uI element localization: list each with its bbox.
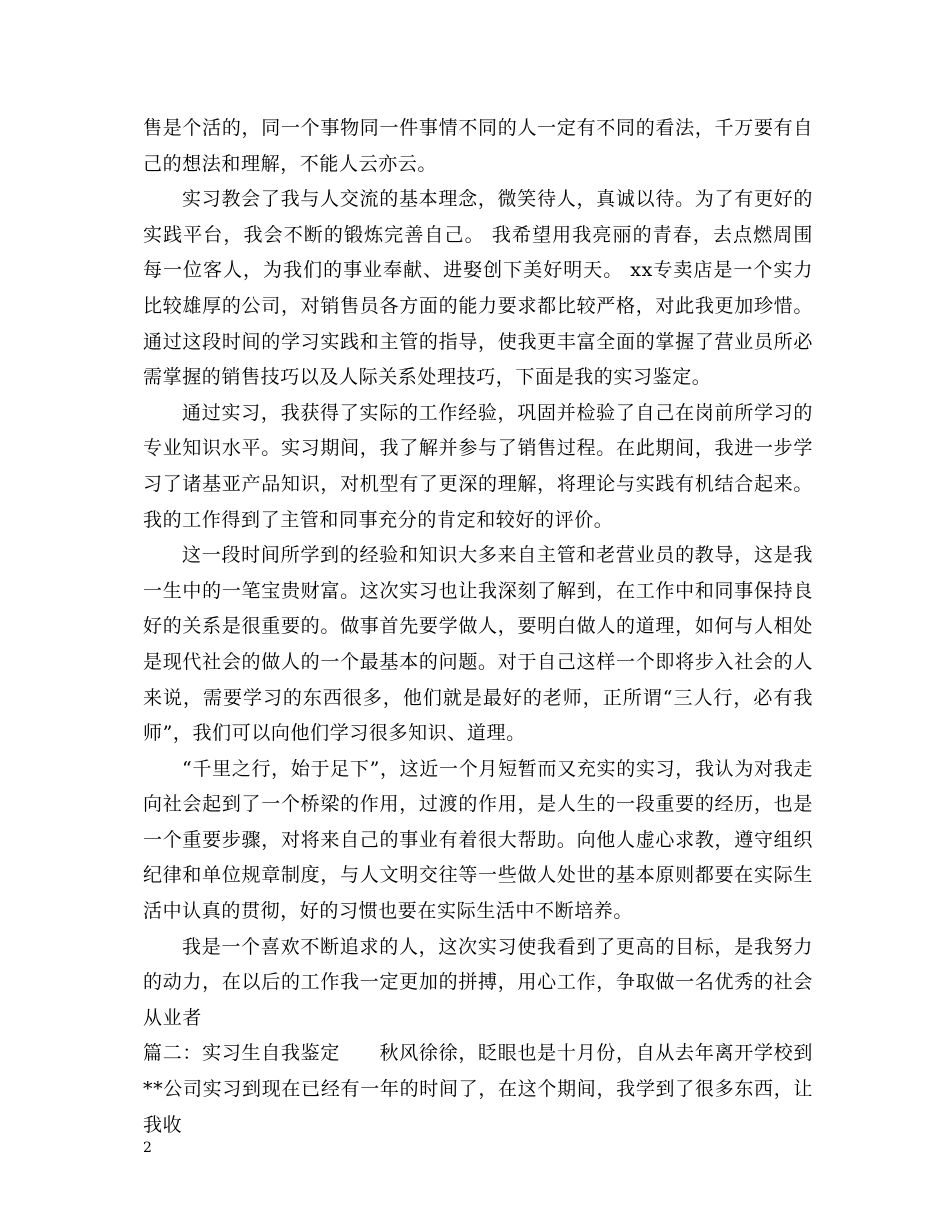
paragraph-7: 篇二：实习生自我鉴定 秋风徐徐，眨眼也是十月份，自从去年离开学校到**公司实习到现在已经有一年的时间了，在这个期间，我学到了很多东西，让我收 <box>143 1042 813 1136</box>
page-number: 2 <box>143 1140 152 1156</box>
paragraph-5: “千里之行，始于足下”，这近一个月短暂而又充实的实习，我认为对我走向社会起到了一个桥梁的作用，过渡的作用，是人生的一段重要的经历，也是一个重要步骤，对将来自己的事业有着很大帮助。向他人虚心求教，遵守组织纪律和单位规章制度，与人文明交往等一些做人处世的基本原则都要在实际生活中认真的贯彻，好的习惯也要在实际生活中不断培养。 <box>143 757 813 923</box>
document-body <box>143 111 813 1143</box>
paragraph-2: 实习教会了我与人交流的基本理念，微笑待人，真诚以待。为了有更好的实践平台，我会不断的锻炼完善自己。 我希望用我亮丽的青春，去点燃周围每一位客人，为我们的事业奉献、进娶创下美好明天。 xx专卖店是一个实力比较雄厚的公司，对销售员各方面的能力要求都比较严格，对此我更加珍惜。通过这段时间的学习实践和主管的指导，使我更丰富全面的掌握了营业员所必需掌握的销售技巧以及人际关系处理技巧，下面是我的实习鉴定。 <box>143 188 813 389</box>
paragraph-3: 通过实习，我获得了实际的工作经验，巩固并检验了自己在岗前所学习的专业知识水平。实习期间，我了解并参与了销售过程。在此期间，我进一步学习了诸基亚产品知识，对机型有了更深的理解，将理论与实践有机结合起来。我的工作得到了主管和同事充分的肯定和较好的评价。 <box>143 401 813 531</box>
paragraph-1: 售是个活的，同一个事物同一件事情不同的人一定有不同的看法，千万要有自己的想法和理解，不能人云亦云。 <box>143 117 813 175</box>
paragraph-4: 这一段时间所学到的经验和知识大多来自主管和老营业员的教导，这是我一生中的一笔宝贵财富。这次实习也让我深刻了解到，在工作中和同事保持良好的关系是很重要的。做事首先要学做人，要明白做人的道理，如何与人相处是现代社会的做人的一个最基本的问题。对于自己这样一个即将步入社会的人来说，需要学习的东西很多，他们就是最好的老师，正所谓“三人行，必有我师”，我们可以向他们学习很多知识、道理。 <box>143 544 813 745</box>
paragraph-6: 我是一个喜欢不断追求的人，这次实习使我看到了更高的目标，是我努力的动力，在以后的工作我一定更加的拼搏，用心工作，争取做一名优秀的社会从业者 <box>143 935 813 1029</box>
